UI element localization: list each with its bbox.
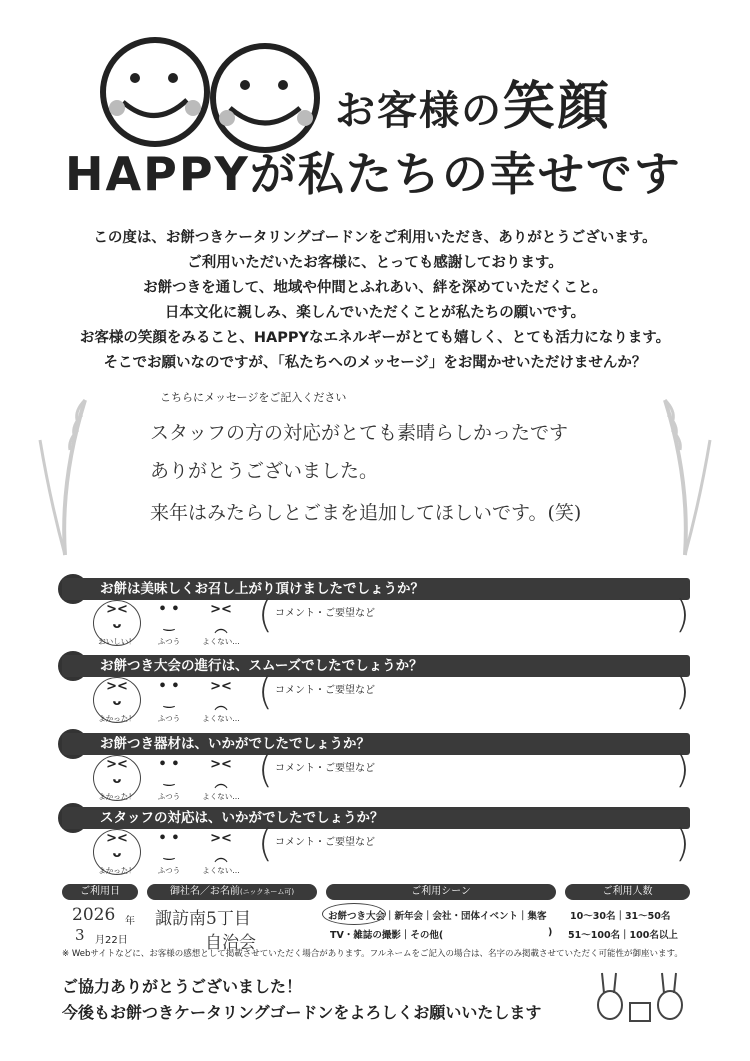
label-normal: ふつう (157, 714, 181, 723)
scene-close-paren: ) (548, 927, 553, 938)
intro-text (20, 226, 730, 376)
face-bad-icon[interactable]: >< ︵ (210, 831, 232, 865)
label-normal: ふつう (157, 866, 181, 875)
intro-line: ご利用いただいたお客様に、とっても感謝しております。 (187, 255, 563, 271)
people-options-1[interactable]: 10～30名｜31～50名 (570, 911, 671, 922)
selected-scene-circle (322, 903, 386, 925)
face-good-icon[interactable]: >< ᴗ (106, 602, 128, 632)
rice-plant-left-icon (30, 380, 100, 560)
scene-options-2[interactable]: TV・雑誌の撮影｜その他( (330, 930, 444, 941)
year-unit: 年 (125, 916, 135, 927)
comment-paren-open: ( (258, 747, 273, 791)
name-line1[interactable]: 諏訪南5丁目 (155, 909, 251, 929)
question-text: お餅つき器材は、いかがでしたでしょうか？ (62, 733, 690, 755)
intro-line: 日本文化に親しみ、楽しんでいただくことが私たちの願いです。 (164, 305, 586, 321)
face-normal-icon[interactable]: • • ‿ (158, 831, 180, 861)
label-bad: よくない… (202, 792, 240, 801)
face-good-icon[interactable]: >< ᴗ (106, 831, 128, 861)
closing-line1: ご協力ありがとうございました！ (62, 977, 303, 996)
face-normal-icon[interactable]: • • ‿ (158, 679, 180, 709)
comment-paren-open: ( (258, 821, 273, 865)
label-bad: よくない… (202, 714, 240, 723)
scene-header: ご利用シーン (326, 884, 556, 900)
label-good: おいしい！ (98, 637, 136, 646)
comment-placeholder[interactable]: コメント・ご要望など (275, 837, 375, 848)
message-line[interactable]: ありがとうございました。 (150, 460, 379, 482)
disclaimer-note: ※ Webサイトなどに、お客様の感想として掲載させていただく場合があります。フルネームをご記入の場合は、名字のみ掲載させていただく可能性が御座います。 (62, 949, 683, 959)
closing-line2: 今後もお餅つきケータリングゴードンをよろしくお願いいたします (62, 1003, 542, 1022)
name-line2[interactable]: 自治会 (205, 933, 256, 953)
face-good-icon[interactable]: >< ᴗ (106, 679, 128, 709)
face-bad-icon[interactable]: >< ︵ (210, 602, 232, 636)
comment-paren-close: ) (675, 669, 690, 713)
intro-line: そこでお願いなのですが、「私たちへのメッセージ」をお聞かせいただけませんか？ (103, 355, 647, 371)
question-text: スタッフの対応は、いかがでしたでしょうか？ (62, 807, 690, 829)
label-normal: ふつう (157, 637, 181, 646)
question-block-1 (0, 574, 750, 649)
comment-paren-open: ( (258, 592, 273, 636)
label-normal: ふつう (157, 792, 181, 801)
comment-paren-close: ) (675, 592, 690, 636)
comment-paren-close: ) (675, 747, 690, 791)
comment-paren-open: ( (258, 669, 273, 713)
question-block-3 (0, 729, 750, 804)
comment-placeholder[interactable]: コメント・ご要望など (275, 608, 375, 619)
rabbits-mochi-icon (590, 965, 690, 1025)
label-good: よかった！ (98, 714, 136, 723)
comment-placeholder[interactable]: コメント・ご要望など (275, 685, 375, 696)
title-text-a: お客様の (335, 88, 503, 134)
question-block-4 (0, 803, 750, 878)
message-line[interactable]: スタッフの方の対応がとても素晴らしかったです (150, 422, 569, 444)
date-header: ご利用日 (62, 884, 138, 900)
intro-line: お餅つきを通して、地域や仲間とふれあい、絆を深めていただくこと。 (143, 280, 607, 296)
face-normal-icon[interactable]: • • ‿ (158, 602, 180, 632)
title-text-b: 笑顔 (503, 77, 612, 137)
page-title-line2: HAPPYが私たちの幸せです (65, 147, 682, 201)
face-bad-icon[interactable]: >< ︵ (210, 757, 232, 791)
message-line[interactable]: 来年はみたらしとごまを追加してほしいです。(笑) (150, 502, 582, 524)
people-options-2[interactable]: 51～100名｜100名以上 (568, 930, 678, 941)
name-header (147, 884, 317, 900)
scene-options-1[interactable]: お餅つき大会｜新年会｜会社・団体イベント｜集客 (328, 911, 547, 922)
page-title-line1 (335, 64, 611, 139)
label-good: よかった！ (98, 792, 136, 801)
people-header: ご利用人数 (565, 884, 690, 900)
comment-placeholder[interactable]: コメント・ご要望など (275, 763, 375, 774)
comment-paren-close: ) (675, 821, 690, 865)
date-day[interactable]: 月22日 (95, 935, 128, 946)
name-header-note: (ニックネーム可) (239, 888, 295, 896)
label-bad: よくない… (202, 637, 240, 646)
question-text: お餅は美味しくお召し上がり頂けましたでしょうか？ (62, 578, 690, 600)
label-good: よかった！ (98, 866, 136, 875)
intro-line: この度は、お餅つきケータリングゴードンをご利用いただき、ありがとうございます。 (93, 230, 657, 246)
rice-plant-right-icon (650, 380, 720, 560)
face-bad-icon[interactable]: >< ︵ (210, 679, 232, 713)
label-bad: よくない… (202, 866, 240, 875)
face-normal-icon[interactable]: • • ‿ (158, 757, 180, 787)
date-year[interactable]: 2026 (72, 905, 116, 925)
question-block-2 (0, 651, 750, 726)
intro-line: お客様の笑顔をみること、HAPPYなエネルギーがとても嬉しく、とても活力になります。 (79, 330, 671, 346)
date-month[interactable]: 3 (75, 926, 85, 944)
face-good-icon[interactable]: >< ᴗ (106, 757, 128, 787)
name-header-text: 御社名／お名前 (169, 886, 240, 897)
message-label: こちらにメッセージをご記入ください (160, 391, 347, 404)
question-text: お餅つき大会の進行は、スムーズでしたでしょうか？ (62, 655, 690, 677)
